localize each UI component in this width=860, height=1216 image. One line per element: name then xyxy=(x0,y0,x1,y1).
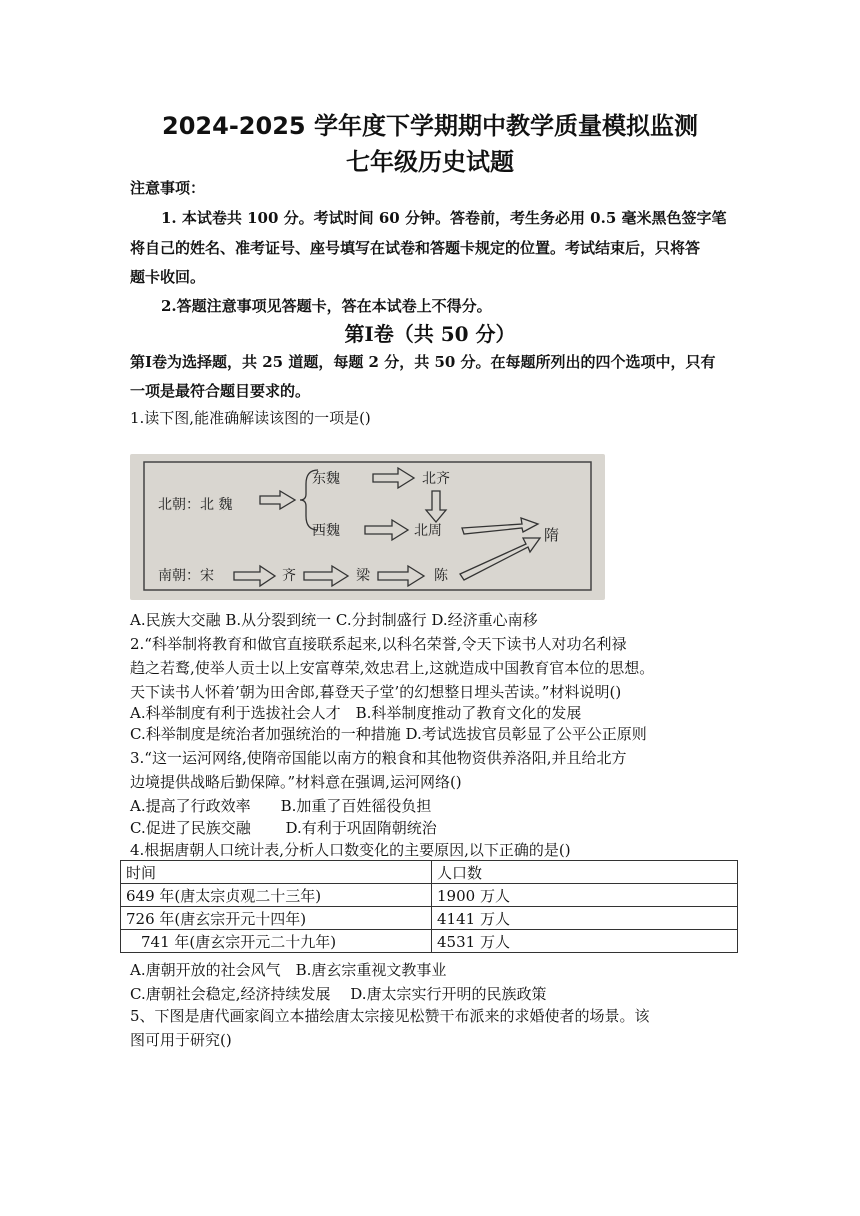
table-cell: 4531 万人 xyxy=(432,930,738,953)
question-3-options: A.提高了行政效率 B.加重了百姓徭役负担 xyxy=(130,797,432,815)
arrow-icon xyxy=(365,520,408,540)
liang-label: 梁 xyxy=(356,568,370,584)
question-2-line: 天下读书人怀着’朝为田舍郎,暮登天子堂’的幻想整日埋头苦读。”材料说明() xyxy=(130,683,622,701)
question-5-line: 5、下图是唐代画家阎立本描绘唐太宗接见松赞干布派来的求婚使者的场景。该 xyxy=(130,1007,650,1025)
section-title: 第Ⅰ卷（共 50 分） xyxy=(344,322,516,346)
table-row xyxy=(121,907,738,930)
notes-line: 将自己的姓名、准考证号、座号填写在试卷和答题卡规定的位置。考试结束后，只将答 xyxy=(130,239,701,257)
question-5-line: 图可用于研究() xyxy=(130,1031,232,1049)
sui-label: 隋 xyxy=(544,526,560,544)
table-cell: 741 年(唐玄宗开元二十九年) xyxy=(121,930,432,953)
qi-label: 齐 xyxy=(282,568,296,584)
arrow-icon xyxy=(462,518,538,534)
west-wei-label: 西魏 xyxy=(312,523,340,539)
table-row xyxy=(121,930,738,953)
north-dynasty-label: 北朝：北 魏 xyxy=(158,497,233,513)
notes-line: 1. 本试卷共 100 分。考试时间 60 分钟。答卷前，考生务必用 0.5 毫米黑色签字笔 xyxy=(161,209,727,227)
arrow-icon xyxy=(234,566,275,586)
table-header-cell: 人口数 xyxy=(432,861,738,884)
notes-line: 题卡收回。 xyxy=(130,268,206,286)
section-desc: 第Ⅰ卷为选择题，共 25 道题，每题 2 分，共 50 分。在每题所列出的四个选项中，只有 xyxy=(130,353,716,371)
question-4-options: C.唐朝社会稳定,经济持续发展 D.唐太宗实行开明的民族政策 xyxy=(130,985,547,1003)
section-desc: 一项是最符合题目要求的。 xyxy=(130,382,311,400)
question-1-stem: 1.读下图,能准确解读该图的一项是() xyxy=(130,409,371,427)
arrow-icon xyxy=(260,491,295,509)
arrow-down-icon xyxy=(426,491,446,522)
table-row xyxy=(121,884,738,907)
exam-subtitle: 七年级历史试题 xyxy=(346,148,514,176)
population-table xyxy=(120,860,738,953)
table-cell: 649 年(唐太宗贞观二十三年) xyxy=(121,884,432,907)
arrow-icon xyxy=(304,566,348,586)
arrow-icon xyxy=(460,538,540,580)
notes-heading: 注意事项： xyxy=(130,179,206,197)
dynasty-diagram xyxy=(130,454,605,600)
arrow-icon xyxy=(373,468,414,488)
question-1-options: A.民族大交融 B.从分裂到统一 C.分封制盛行 D.经济重心南移 xyxy=(130,611,538,629)
question-3-options: C.促进了民族交融 D.有利于巩固隋朝统治 xyxy=(130,819,437,837)
north-qi-label: 北齐 xyxy=(422,471,450,487)
east-wei-label: 东魏 xyxy=(312,471,340,487)
chen-label: 陈 xyxy=(434,568,448,584)
question-2-line: 趋之若鹜,使举人贡士以上安富尊荣,效忠君上,这就造成中国教育官本位的思想。 xyxy=(130,659,655,677)
table-header-cell: 时间 xyxy=(121,861,432,884)
question-2-line: 2.“科举制将教育和做官直接联系起来,以科名荣誉,令天下读书人对功名利禄 xyxy=(130,635,627,653)
table-cell: 1900 万人 xyxy=(432,884,738,907)
question-4-stem: 4.根据唐朝人口统计表,分析人口数变化的主要原因,以下正确的是() xyxy=(130,841,571,859)
question-4-options: A.唐朝开放的社会风气 B.唐玄宗重视文教事业 xyxy=(130,961,447,979)
table-header-row xyxy=(121,861,738,884)
notes-line: 2.答题注意事项见答题卡，答在本试卷上不得分。 xyxy=(161,297,492,315)
exam-title: 2024-2025 学年度下学期期中教学质量模拟监测 xyxy=(162,112,698,140)
table-cell: 4141 万人 xyxy=(432,907,738,930)
question-3-line: 边境提供战略后勤保障。”材料意在强调,运河网络() xyxy=(130,773,462,791)
table-cell: 726 年(唐玄宗开元十四年) xyxy=(121,907,432,930)
north-zhou-label: 北周 xyxy=(414,523,442,539)
question-2-options: A.科举制度有利于选拔社会人才 B.科举制度推动了教育文化的发展 xyxy=(130,704,582,722)
south-dynasty-label: 南朝：宋 xyxy=(158,568,214,584)
question-3-line: 3.“这一运河网络,使隋帝国能以南方的粮食和其他物资供养洛阳,并且给北方 xyxy=(130,749,627,767)
arrow-icon xyxy=(378,566,424,586)
question-2-options: C.科举制度是统治者加强统治的一种措施 D.考试选拔官员彰显了公平公正原则 xyxy=(130,725,647,743)
